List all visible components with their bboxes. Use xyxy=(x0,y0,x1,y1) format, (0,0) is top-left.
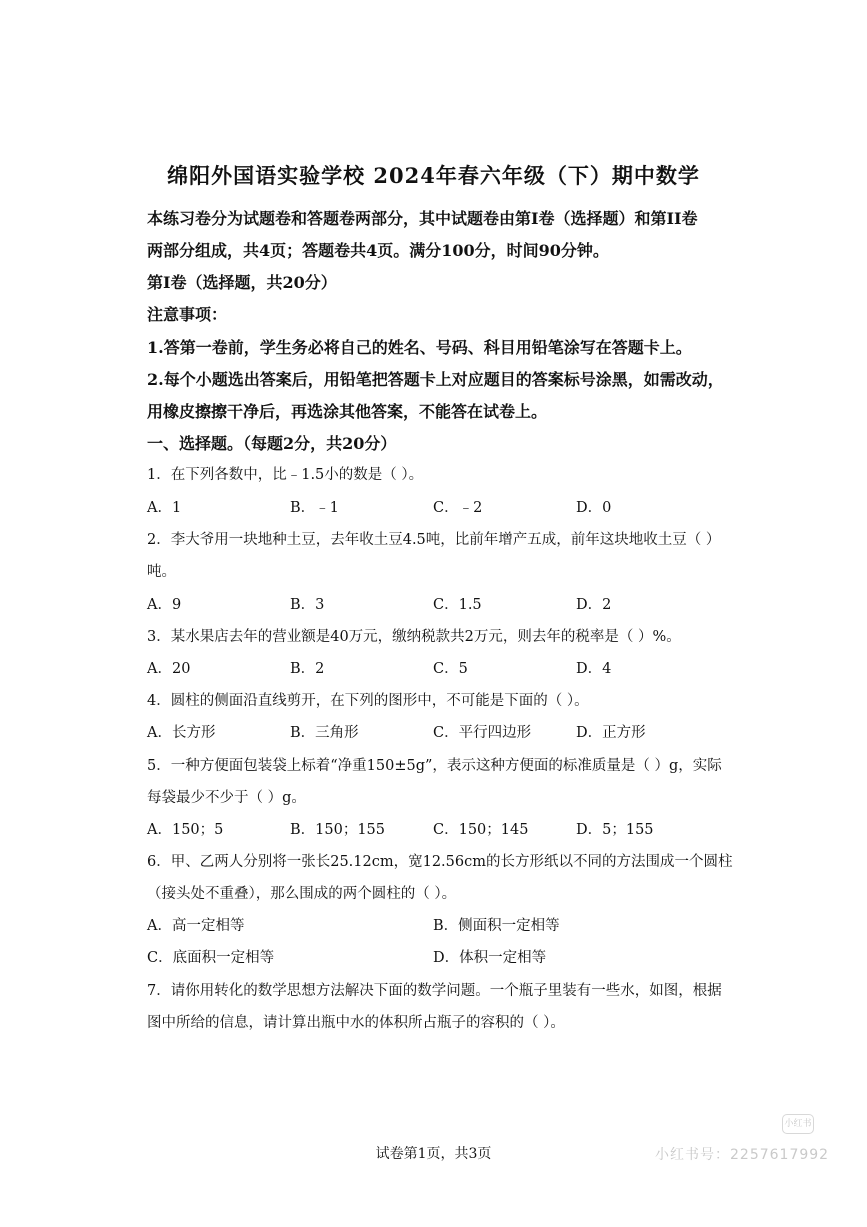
notice-item-1: 1.答第一卷前，学生务必将自己的姓名、号码、科目用铅笔涂写在答题卡上。 xyxy=(147,338,692,357)
notice-heading: 注意事项： xyxy=(147,305,228,324)
section-heading: 一、选择题。（每题2分，共20分） xyxy=(147,434,397,453)
q3-option-c: C．5 xyxy=(433,661,468,677)
question-2: 2．李大爷用一块地种土豆，去年收土豆4.5吨，比前年增产五成，前年这块地收土豆（ ） xyxy=(147,532,721,548)
notice-item-2-cont: 用橡皮擦擦干净后，再选涂其他答案，不能答在试卷上。 xyxy=(147,402,548,421)
question-5: 5．一种方便面包装袋上标着“净重150±5g”，表示这种方便面的标准质量是（ ）g，实际 xyxy=(147,758,722,774)
q1-option-b: B．﹣1 xyxy=(290,500,339,516)
q4-option-c: C．平行四边形 xyxy=(433,725,532,741)
intro-line-2: 两部分组成，共4页；答题卷共4页。满分100分，时间90分钟。 xyxy=(147,241,609,260)
question-4: 4．圆柱的侧面沿直线剪开，在下列的图形中，不可能是下面的（ ）。 xyxy=(147,693,589,709)
q1-option-d: D．0 xyxy=(576,500,612,516)
page-footer: 试卷第1页，共3页 xyxy=(375,1146,492,1162)
q2-option-d: D．2 xyxy=(576,597,612,613)
q1-option-c: C．﹣2 xyxy=(433,500,483,516)
q6-option-a: A．高一定相等 xyxy=(147,918,245,934)
question-7-cont: 图中所给的信息，请计算出瓶中水的体积所占瓶子的容积的（ ）。 xyxy=(147,1015,565,1031)
question-5-cont: 每袋最少不少于（ ）g。 xyxy=(147,790,306,806)
q4-option-b: B．三角形 xyxy=(290,725,359,741)
q2-option-b: B．3 xyxy=(290,597,325,613)
q6-option-d: D．体积一定相等 xyxy=(433,950,547,966)
q6-option-b: B．侧面积一定相等 xyxy=(433,918,560,934)
watermark-id: 小红书号：2257617992 xyxy=(655,1147,830,1163)
q5-option-d: D．5；155 xyxy=(576,822,654,838)
q3-option-d: D．4 xyxy=(576,661,612,677)
question-3: 3．某水果店去年的营业额是40万元，缴纳税款共2万元，则去年的税率是（ ）%。 xyxy=(147,629,681,645)
q2-option-c: C．1.5 xyxy=(433,597,482,613)
q4-option-d: D．正方形 xyxy=(576,725,646,741)
q5-option-c: C．150；145 xyxy=(433,822,529,838)
q5-option-b: B．150；155 xyxy=(290,822,386,838)
part-one-heading: 第I卷（选择题，共20分） xyxy=(147,273,337,292)
question-6-cont: （接头处不重叠），那么围成的两个圆柱的（ ）。 xyxy=(147,886,457,902)
q1-option-a: A．1 xyxy=(147,500,182,516)
question-7: 7．请你用转化的数学思想方法解决下面的数学问题。一个瓶子里装有一些水，如图，根据 xyxy=(147,983,722,999)
question-1: 1．在下列各数中，比﹣1.5小的数是（ ）。 xyxy=(147,467,424,483)
exam-title: 绵阳外国语实验学校 2024年春六年级（下）期中数学 xyxy=(167,163,700,188)
q2-option-a: A．9 xyxy=(147,597,182,613)
q6-option-c: C．底面积一定相等 xyxy=(147,950,275,966)
q3-option-a: A．20 xyxy=(147,661,191,677)
q3-option-b: B．2 xyxy=(290,661,325,677)
watermark-logo: 小红书 xyxy=(782,1114,814,1134)
q4-option-a: A．长方形 xyxy=(147,725,216,741)
intro-line-1: 本练习卷分为试题卷和答题卷两部分，其中试题卷由第I卷（选择题）和第II卷 xyxy=(147,209,698,228)
question-6: 6．甲、乙两人分别将一张长25.12cm，宽12.56cm的长方形纸以不同的方法围成一个圆柱 xyxy=(147,854,733,870)
q5-option-a: A．150；5 xyxy=(147,822,224,838)
question-2-cont: 吨。 xyxy=(147,564,176,580)
notice-item-2: 2.每个小题选出答案后，用铅笔把答题卡上对应题目的答案标号涂黑，如需改动， xyxy=(147,370,724,389)
